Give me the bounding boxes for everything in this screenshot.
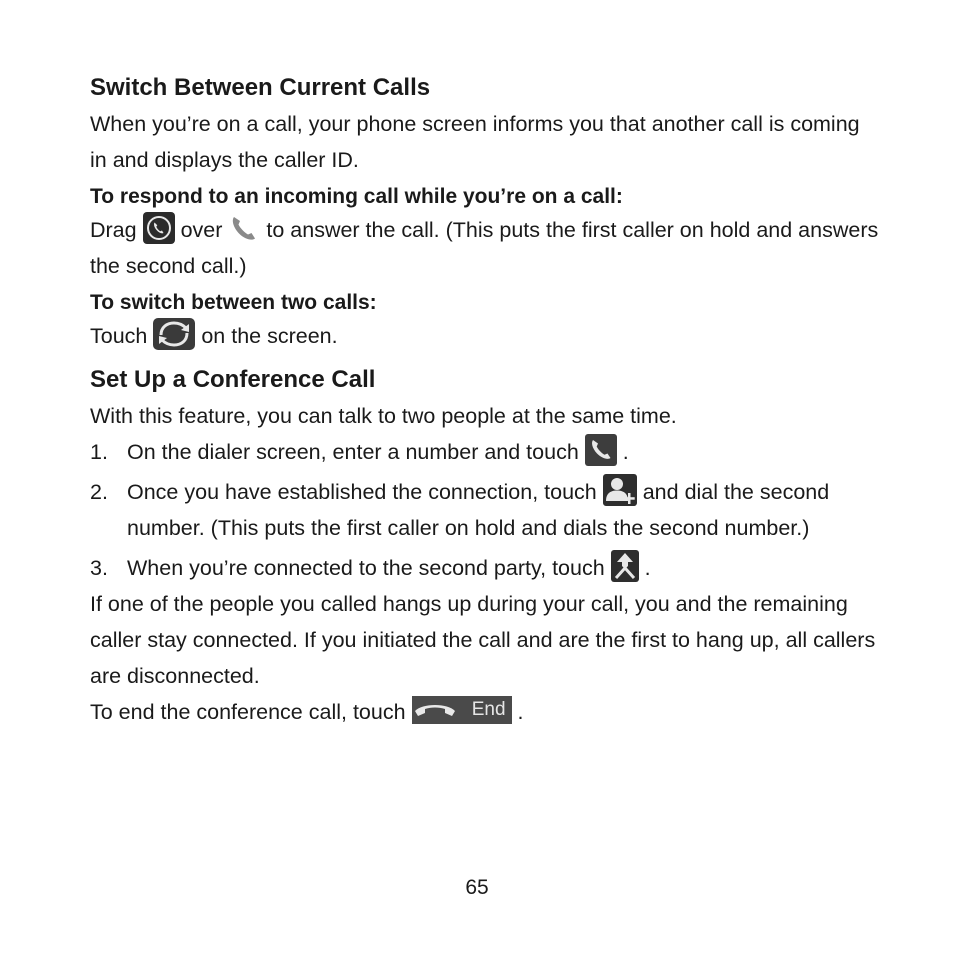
respond-instructions: Drag over to answer the call. (This puts the first caller on hold and answers the second call.) [90,212,880,284]
list-item: 2. Once you have established the connection, touch and dial the second number. (This puts the first caller on hold and dials the second number.) [90,474,880,546]
section-heading-conference: Set Up a Conference Call [90,366,376,393]
dial-phone-icon [585,434,617,466]
manual-page [90,70,880,730]
list-item: 3. When you’re connected to the second party, touch . [90,550,880,586]
end-call-button[interactable] [412,696,512,724]
merge-calls-icon [611,550,639,582]
section-heading-switch-calls: Switch Between Current Calls [90,74,431,101]
swap-calls-icon [153,318,195,350]
switch-subheading: To switch between two calls: [90,291,377,314]
switch-instructions: Touch on the screen. [90,318,880,354]
hangup-note: If one of the people you called hangs up during your call, you and the remaining caller stay connected. If you initiated the call and are the first to hang up, all callers are disconnected. [90,592,876,688]
add-call-icon [603,474,637,506]
end-call-icon [412,701,458,719]
end-conference-instructions: To end the conference call, touch End . [90,694,880,730]
incoming-call-handle-icon [143,212,175,244]
list-item: 1. On the dialer screen, enter a number and touch . [90,434,880,470]
answer-phone-icon [228,212,260,244]
end-button-label: End [471,699,506,721]
conference-intro: With this feature, you can talk to two people at the same time. [90,404,677,428]
respond-subheading: To respond to an incoming call while you’re on a call: [90,185,623,208]
page-number: 65 [465,876,489,899]
switch-calls-intro: When you’re on a call, your phone screen informs you that another call is coming in and displays the caller ID. [90,112,860,172]
